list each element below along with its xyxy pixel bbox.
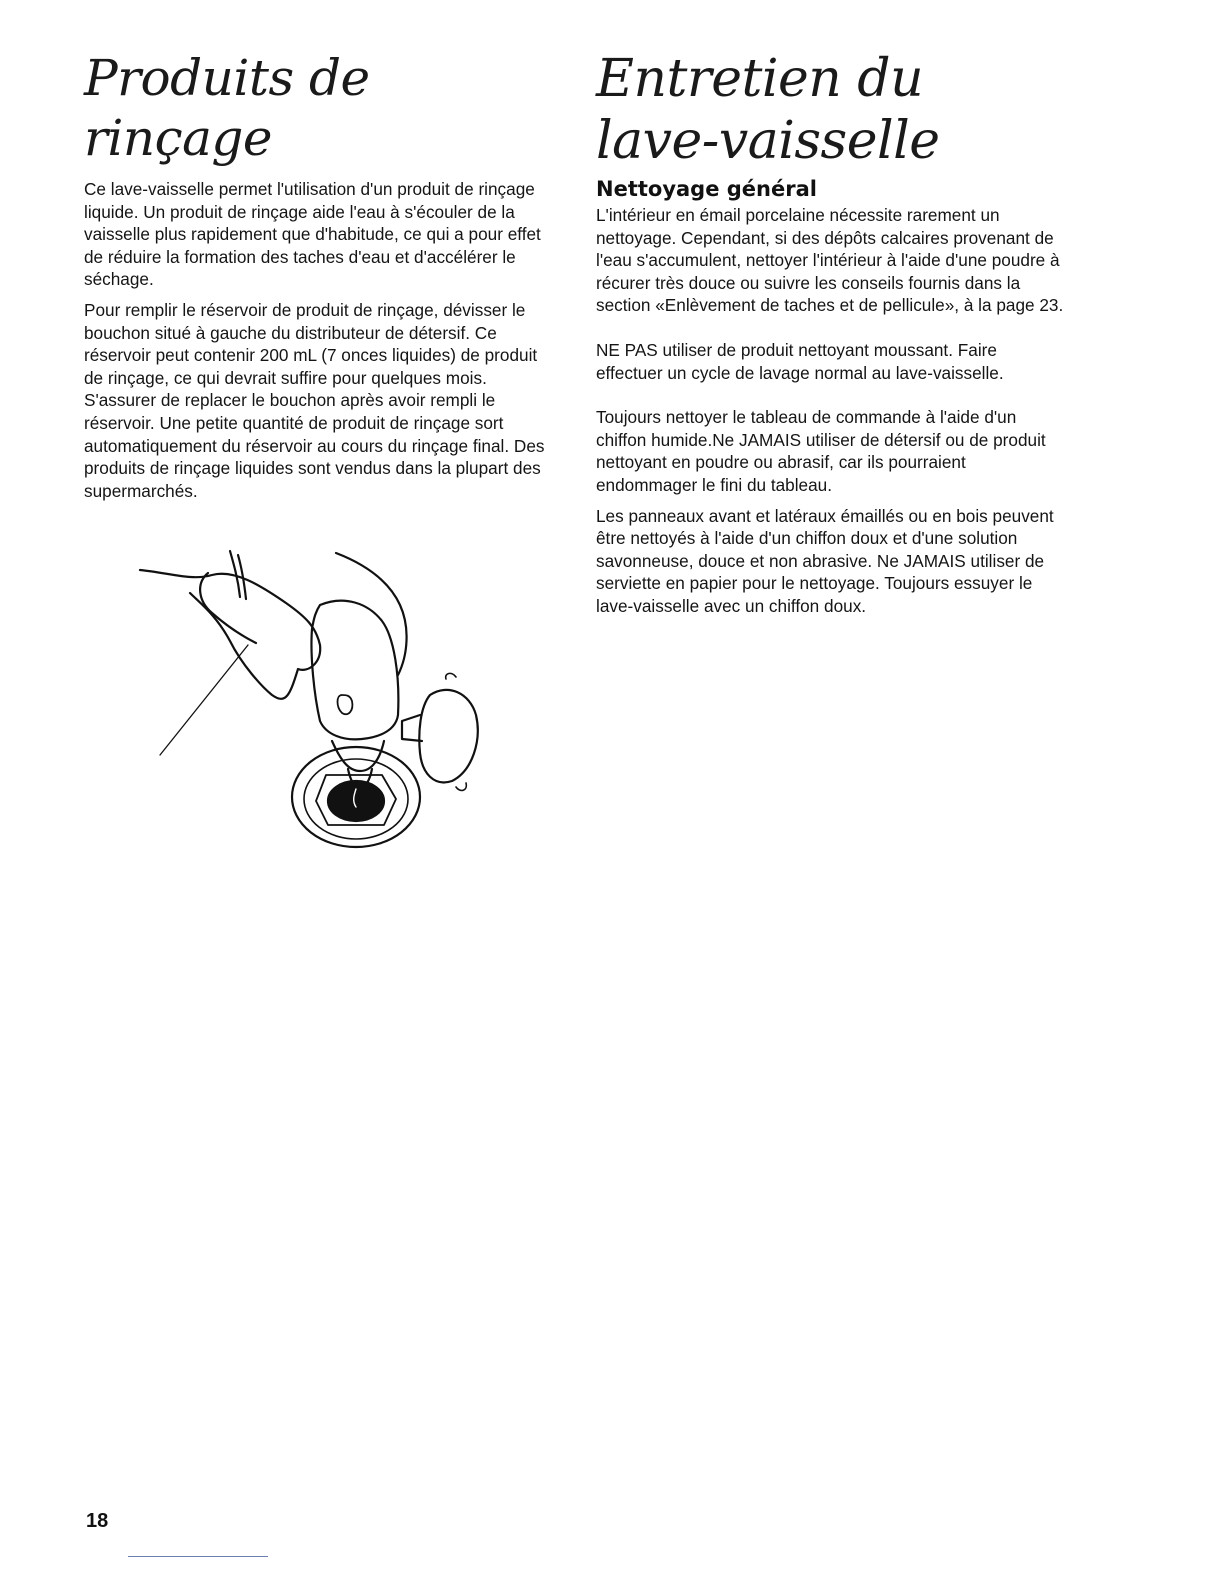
bottle-cap <box>332 741 384 771</box>
interior-cleaning-paragraph: L'intérieur en émail porcelaine nécessite rarement un nettoyage. Cependant, si des dépôts calcaires provenant de l'eau s'accumulent, nettoyer l'intérieur à l'aide d'une poudre à récurer très douce ou suivre les conseils fournis dans la section «Enlèvement de taches et de pellicule», à la page 23. <box>596 205 1064 316</box>
maintenance-title-line1: Entretien du <box>596 49 924 109</box>
hand-outline <box>140 570 320 699</box>
fingernail <box>338 695 353 714</box>
no-foam-paragraph: NE PAS utiliser de produit nettoyant moussant. Faire effectuer un cycle de lavage normal au lave-vaisselle. <box>596 339 1004 383</box>
hand-thumb <box>200 573 256 643</box>
panels-cleaning-paragraph: Les panneaux avant et latéraux émaillés ou en bois peuvent être nettoyés à l'aide d'un chiffon doux et d'une solution savonneuse, douce et non abrasive. Ne JAMAIS utiliser de serviette en papier pour le nettoyage. Toujours essuyer le lave-vaisselle avec un chiffon doux. <box>596 505 1054 616</box>
bottle-body <box>311 601 398 740</box>
control-panel-paragraph: Toujours nettoyer le tableau de commande à l'aide d'un chiffon humide.Ne JAMAIS utiliser de détersif ou de produit nettoyant en poudre ou abrasif, car ils pourraient endommager le fini du tableau. <box>596 407 1046 495</box>
rinse-aid-intro-paragraph: Ce lave-vaisselle permet l'utilisation d'un produit de rinçage liquide. Un produit de rinçage aide l'eau à s'écouler de la vaisselle plus rapidement que d'habitude, ce qui a pour effet de réduire la formation des taches d'eau et d'accélérer le séchage. <box>84 179 541 290</box>
upper-finger <box>336 553 407 675</box>
dispenser-opening <box>328 781 384 821</box>
page-number: 18 <box>86 1510 109 1532</box>
rinse-aid-title: Produits de rinçage <box>84 49 370 167</box>
dispenser-cap <box>419 690 477 783</box>
footer-rule <box>128 1556 268 1557</box>
rinse-aid-fill-illustration <box>130 545 510 865</box>
maintenance-title <box>596 48 1066 172</box>
maintenance-section <box>596 48 1066 626</box>
maintenance-title-line2: lave-vaisselle <box>596 111 940 171</box>
general-cleaning-subheading: Nettoyage général <box>596 177 817 201</box>
rinse-aid-fill-paragraph: Pour remplir le réservoir de produit de rinçage, dévisser le bouchon situé à gauche du distributeur de détersif. Ce réservoir peut contenir 200 mL (7 onces liquides) de produit de rinçage, ce qui devrait suffire pour quelques mois. S'assurer de replacer le bouchon après avoir rempli le réservoir. Une petite quantité de produit de rinçage sort automatiquement du réservoir au cours du rinçage final. Des produits de rinçage liquides sont vendus dans la plupart des supermarchés. <box>84 299 545 501</box>
rinse-aid-section <box>84 48 546 510</box>
pointer-line <box>160 645 248 755</box>
